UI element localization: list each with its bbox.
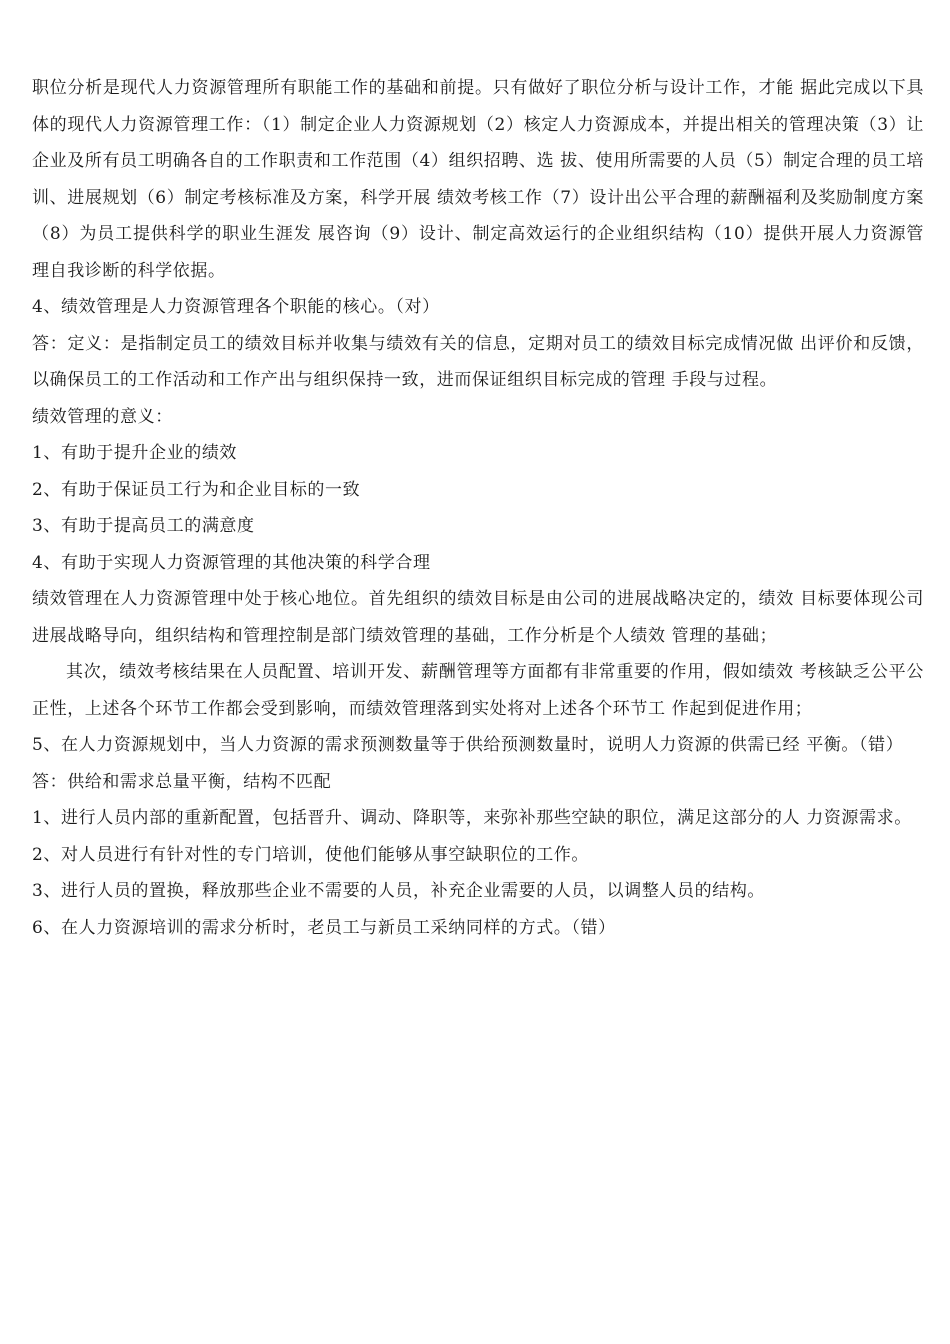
significance-item-1: 1、有助于提升企业的绩效 [32,443,238,463]
answer-5-summary: 答：供给和需求总量平衡，结构不匹配 [32,771,332,792]
secondly-paragraph: 其次，绩效考核结果在人员配置、培训开发、薪酬管理等方面都有非常重要的作用，假如绩效 考核缺乏公平公正性，上述各个环节工作都会受到影响，而绩效管理落到实处将对上述各个环节工 作起到促进作用； [32,662,924,719]
answer-5-item-2: 2、对人员进行有针对性的专门培训，使他们能够从事空缺职位的工作。 [32,844,590,865]
answer-5-item-1: 1、进行人员内部的重新配置，包括晋升、调动、降职等，来弥补那些空缺的职位，满足这部分的人 力资源需求。 [32,808,912,828]
significance-heading: 绩效管理的意义： [32,406,173,427]
significance-item-2: 2、有助于保证员工行为和企业目标的一致 [32,479,361,500]
paragraph-job-analysis: 职位分析是现代人力资源管理所有职能工作的基础和前提。只有做好了职位分析与设计工作，才能 据此完成以下具体的现代人力资源管理工作：（1）制定企业人力资源规划（2）核定人力资源成本，并提出相关的管理决策（3）让企业及所有员工明确各自的工作职责和工作范围（4）组织招聘、选 拔、使用所需要的人员（5）制定合理的员工培训、进展规划（6）制定考核标准及方案，科学开展 绩效考核工作（7）设计出公平合理的薪酬福利及奖励制度方案（8）为员工提供科学的职业生涯发 展咨询（9）设计、制定高效运行的企业组织结构（10）提供开展人力资源管理自我诊断的科学依据。 [32,78,924,281]
significance-item-4: 4、有助于实现人力资源管理的其他决策的科学合理 [32,552,431,573]
answer-5-item-3: 3、进行人员的置换，释放那些企业不需要的人员，补充企业需要的人员，以调整人员的结构。 [32,881,766,901]
question-4-heading: 4、绩效管理是人力资源管理各个职能的核心。（对） [32,297,440,317]
question-5-heading: 5、在人力资源规划中，当人力资源的需求预测数量等于供给预测数量时，说明人力资源的供需已经 平衡。（错） [32,735,904,755]
significance-item-3: 3、有助于提高员工的满意度 [32,516,255,536]
document-body [32,70,924,946]
core-position-paragraph: 绩效管理在人力资源管理中处于核心地位。首先组织的绩效目标是由公司的进展战略决定的，绩效 目标要体现公司进展战略导向，组织结构和管理控制是部门绩效管理的基础，工作分析是个人绩效 管理的基础； [32,589,924,646]
question-6-heading: 6、在人力资源培训的需求分析时，老员工与新员工采纳同样的方式。（错） [32,917,616,938]
answer-4-definition: 答：定义：是指制定员工的绩效目标并收集与绩效有关的信息，定期对员工的绩效目标完成情况做 出评价和反馈，以确保员工的工作活动和工作产出与组织保持一致，进而保证组织目标完成的管理 手段与过程。 [32,333,924,390]
